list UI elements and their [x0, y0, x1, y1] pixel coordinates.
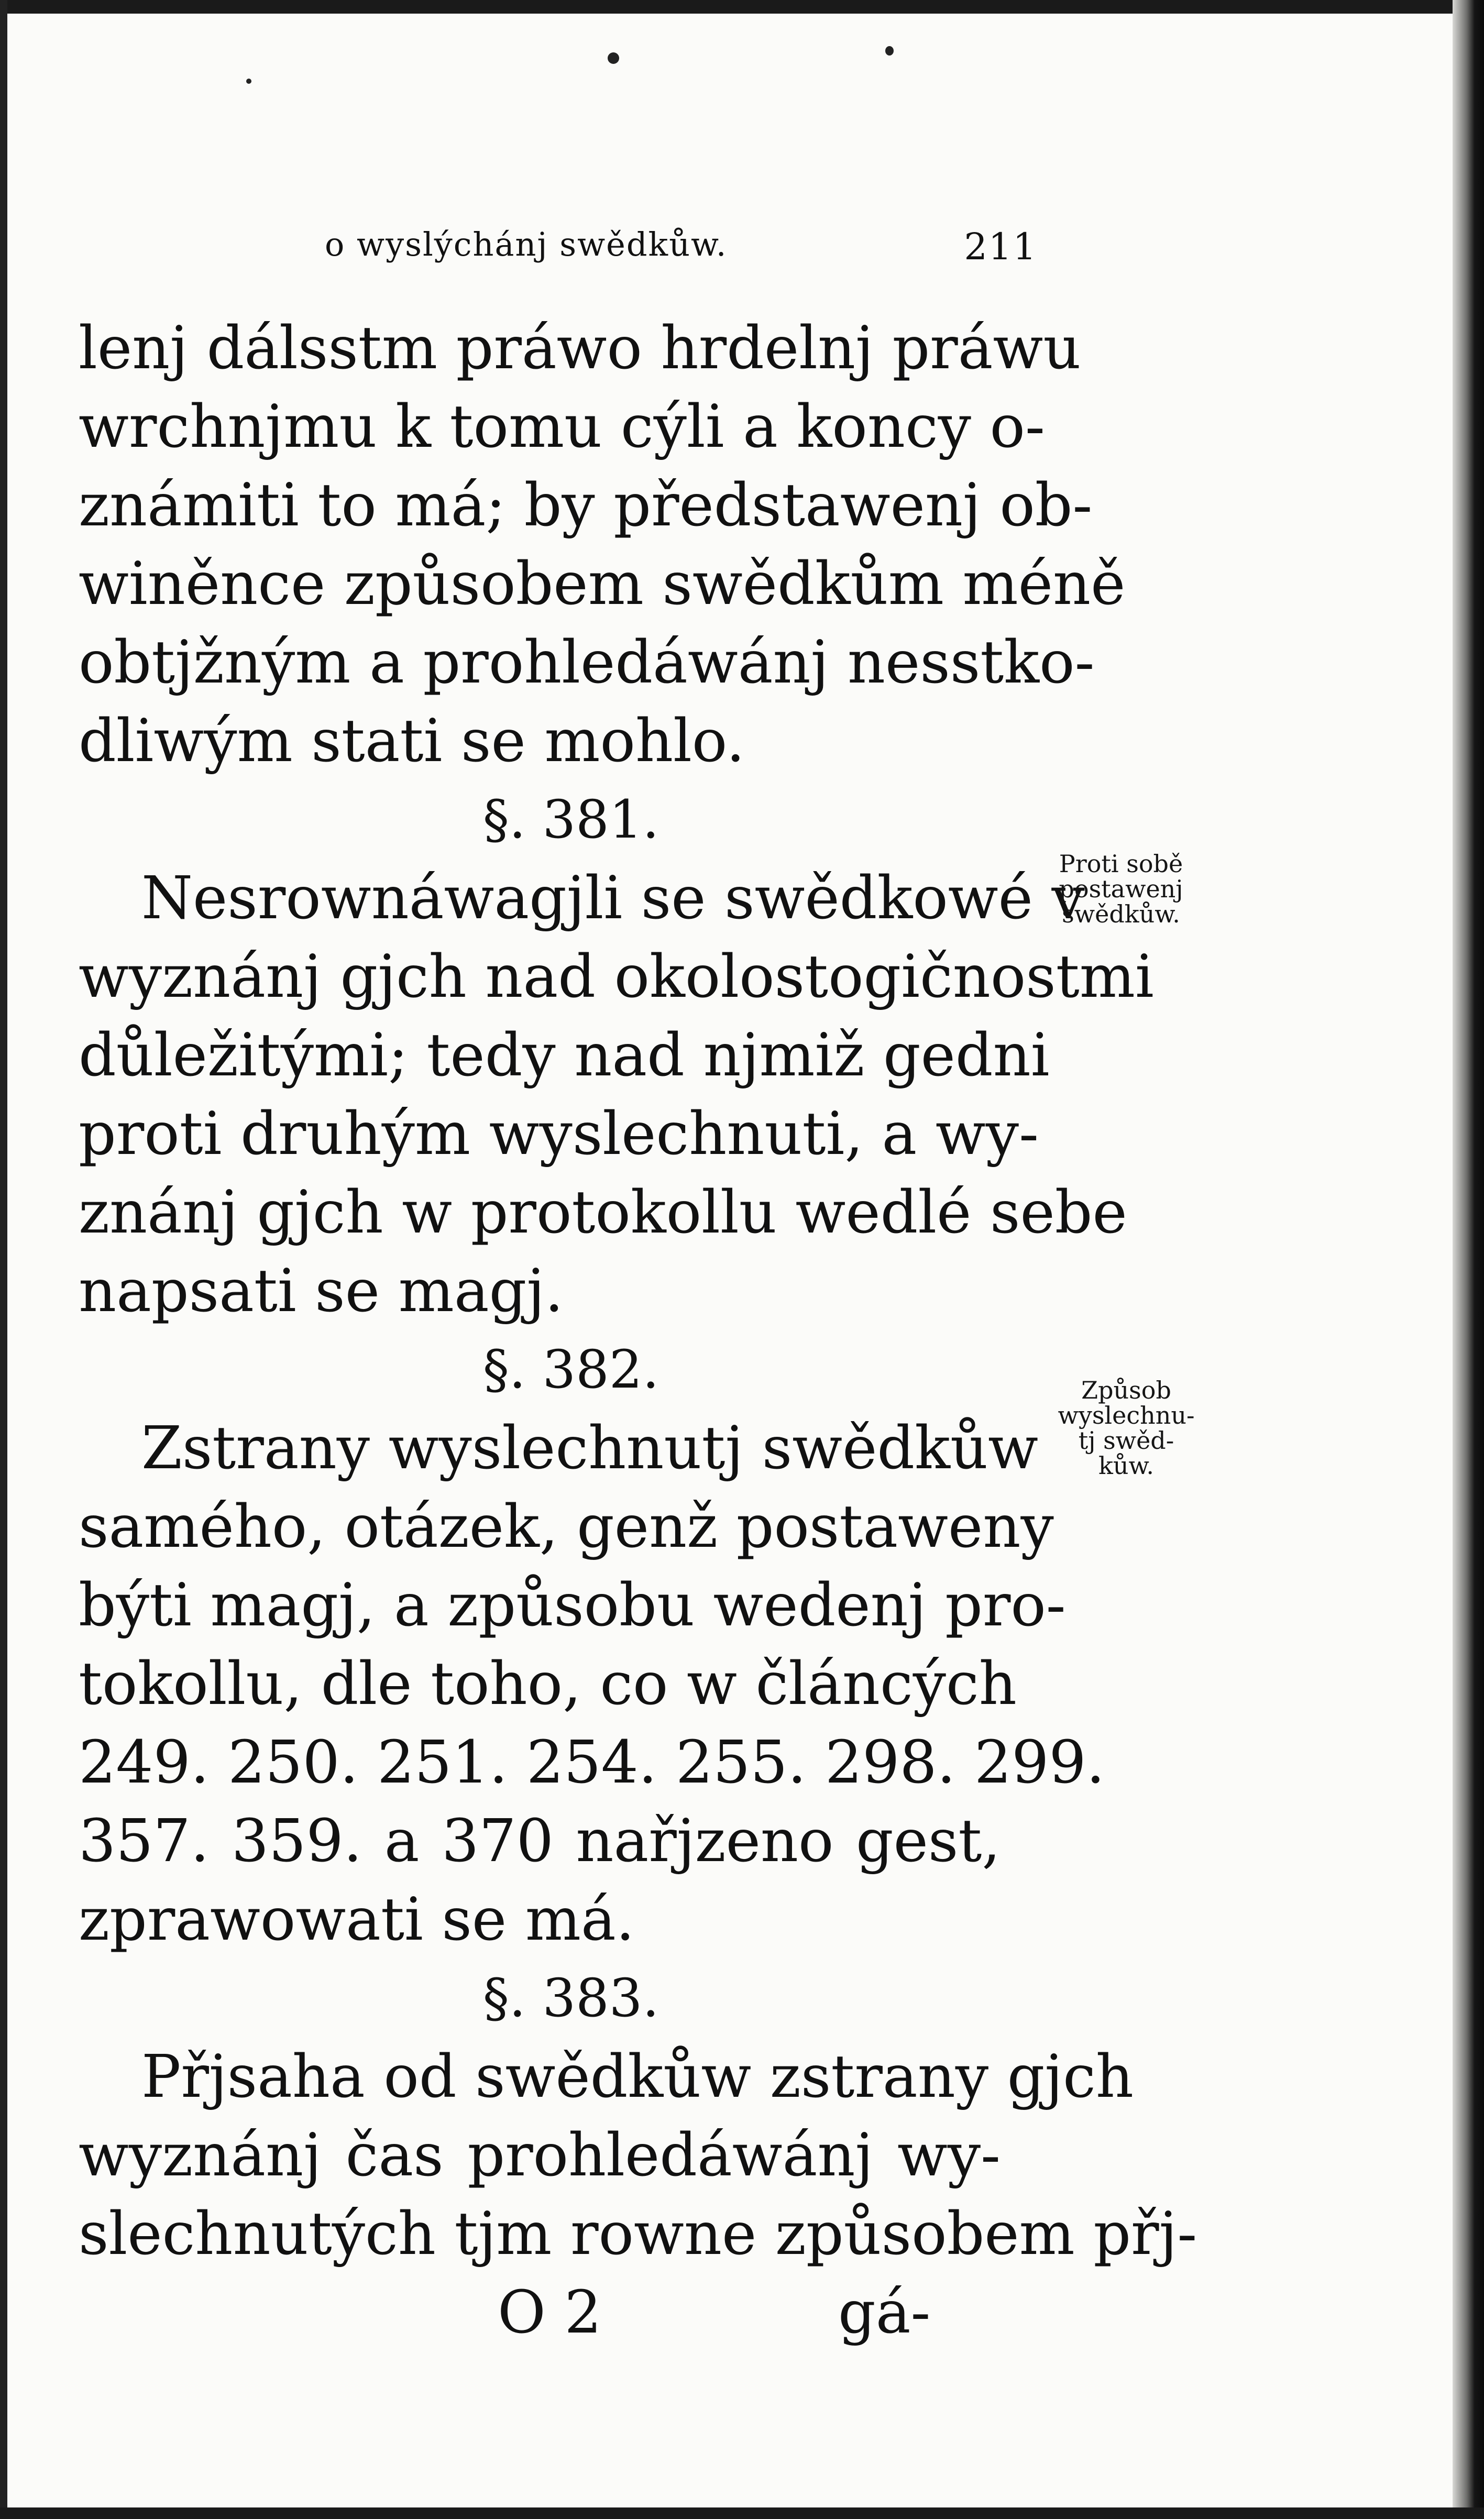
text-line: proti druhým wyslechnuti, a wy-	[79, 1100, 1039, 1168]
text-line: Zstrany wyslechnutj swědkůw	[141, 1414, 1038, 1482]
page-number: 211	[964, 225, 1037, 268]
ink-spot	[608, 52, 619, 64]
page-edge-right	[1453, 0, 1484, 2519]
text-line: býti magj, a způsobu wedenj pro-	[79, 1571, 1066, 1640]
margin-note-line: wyslechnu-	[1058, 1401, 1195, 1429]
running-title: o wyslýchánj swědkůw.	[325, 225, 728, 263]
text-line: wrchnjmu k tomu cýli a koncy o-	[79, 393, 1045, 461]
text-line: slechnutých tjm rowne způsobem přj-	[79, 2200, 1197, 2268]
margin-note	[1016, 1378, 1236, 1478]
section-heading: §. 383.	[482, 1967, 659, 2029]
text-line: zprawowati se má.	[79, 1886, 635, 1954]
ink-spot	[885, 46, 894, 56]
text-line: známiti to má; by předstawenj ob-	[79, 471, 1093, 540]
text-line: znánj gjch w protokollu wedlé sebe	[79, 1179, 1127, 1247]
margin-note-line: Způsob	[1081, 1376, 1171, 1404]
text-line: lenj dálsstm práwo hrdelnj práwu	[79, 314, 1081, 382]
signature-mark: O 2	[498, 2279, 602, 2347]
margin-note-line: kůw.	[1098, 1451, 1155, 1480]
text-line: 357. 359. a 370 nařjzeno gest,	[79, 1807, 1001, 1875]
text-line: napsati se magj.	[79, 1257, 564, 1325]
text-line: Přjsaha od swědkůw zstrany gjch	[141, 2043, 1134, 2111]
margin-note-line: tj swěd-	[1078, 1426, 1174, 1455]
page-edge-bottom	[0, 2507, 1484, 2519]
page-edge-left	[0, 0, 7, 2519]
text-line: Nesrownáwagjli se swědkowé v	[141, 864, 1085, 932]
text-line: dliwým stati se mohlo.	[79, 707, 745, 775]
text-line: wyznánj gjch nad okolostogičnostmi	[79, 943, 1154, 1011]
text-line: důležitými; tedy nad njmiž gedni	[79, 1021, 1050, 1090]
margin-note-line: Proti sobě	[1059, 850, 1183, 878]
text-line: 249. 250. 251. 254. 255. 298. 299.	[79, 1729, 1105, 1797]
section-heading: §. 382.	[482, 1339, 659, 1400]
footer-line	[79, 2273, 1001, 2352]
catchword: gá-	[838, 2279, 931, 2347]
text-line: tokollu, dle toho, co w článcých	[79, 1650, 1017, 1718]
text-line: obtjžným a prohledáwánj nesstko-	[79, 629, 1095, 697]
section-heading: §. 381.	[482, 789, 659, 850]
text-line: wyznánj čas prohledáwánj wy-	[79, 2121, 1001, 2190]
margin-note	[1011, 851, 1231, 927]
running-header	[325, 225, 1037, 272]
page-edge-top	[0, 0, 1484, 14]
margin-note-line: swědkůw.	[1062, 900, 1180, 928]
ink-spot	[246, 79, 251, 84]
margin-note-line: postawenj	[1059, 875, 1183, 903]
text-line: samého, otázek, genž postaweny	[79, 1493, 1054, 1561]
text-line: winěnce způsobem swědkům méně	[79, 550, 1126, 618]
